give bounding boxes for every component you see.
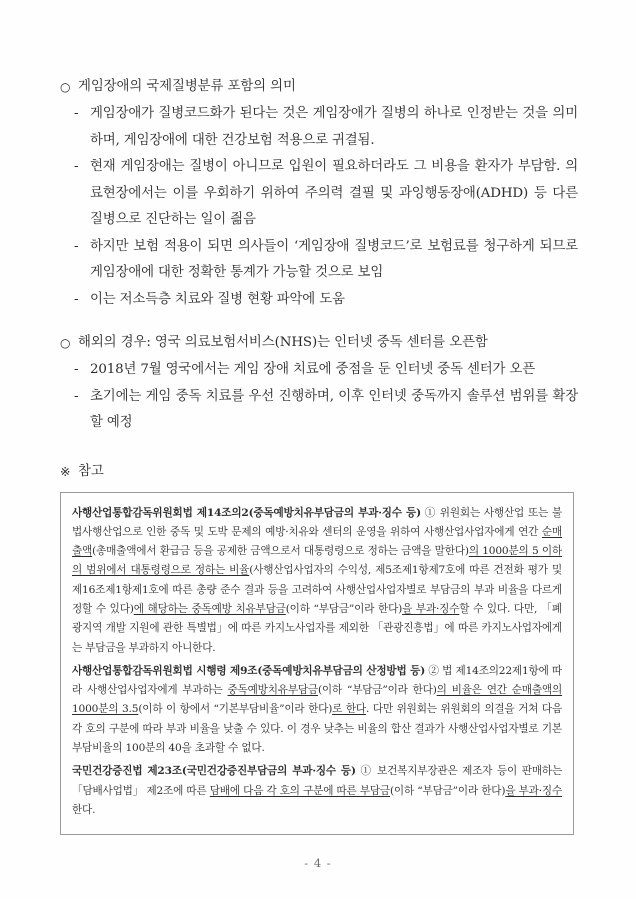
legal-text: (이하 “부담금”이라 한다) [389, 784, 506, 797]
legal-paragraph [72, 504, 562, 658]
legal-text: ① 위원회는 사행산업 또는 불법사행산업으로 인한 중독 및 도박 문제의 예방·치유와 센터의 운영을 위하여 사행산업사업자에게 연간 [72, 506, 562, 538]
section-heading-text: 해외의 경우: 영국 의료보험서비스(NHS)는 인터넷 중독 센터를 오픈함 [78, 335, 488, 350]
legal-paragraph-title: 국민건강증진법 제23조(국민건강증진부담금의 부과·징수 등) [72, 765, 356, 778]
legal-text: ② 법 제14조의22제1항에 따라 사행산업사업자에게 부과하는 [72, 664, 562, 697]
list-item [60, 234, 578, 287]
legal-text: 한다. [72, 803, 96, 816]
legal-text-underlined: 중독예방치유부담금 [227, 684, 318, 697]
list-item [60, 154, 578, 234]
list-item-text: 초기에는 게임 중독 치료를 우선 진행하며, 이후 인터넷 중독까지 솔루션 범위를 확장할 예정 [90, 388, 578, 430]
legal-text-underlined: 을 부과·징수 [402, 602, 460, 615]
document-body [60, 74, 578, 835]
legal-text: . 다만 위원회는 위원회의 의결을 거쳐 다음 각 호의 구분에 따라 부과 비율을 낮출 수 있다. 이 경우 낮추는 비율의 합산 결과가 사행산업사업자별로 기본부담비율의 100분의 40을 초과할 수 없다. [72, 703, 562, 755]
legal-text: (사행산업사업자의 수익성, 제5조제1항제7호에 따른 건전화 평가 및 제16조제1항제1호에 따른 총량 준수 결과 등을 고려하여 사행산업사업자별로 부담금의 부과 비율을 다르게 정할 수 있다) [72, 564, 562, 615]
reference-mark-icon: ※ [60, 463, 71, 479]
legal-text-underlined: 순매출액 [72, 525, 562, 558]
dash-bullet-icon: - [74, 388, 79, 404]
legal-text-underlined: 로 한다 [332, 703, 366, 716]
dash-bullet-icon: - [74, 362, 79, 377]
section-heading-text: 게임장애의 국제질병분류 포함의 의미 [78, 79, 296, 94]
legal-text-underlined: 의 비율은 연간 순매출액의 1000분의 3.5 [72, 684, 563, 716]
section-heading [60, 74, 578, 100]
circle-bullet-icon: ○ [60, 80, 71, 94]
list-item [60, 357, 578, 384]
legal-text-underlined: 에 해당하는 중독예방 치유부담금 [133, 602, 286, 615]
note-label: 참고 [78, 463, 104, 479]
legal-text: ① 보건복지부장관은 제조자 등이 판매하는 「담배사업법」 제2조에 따른 [72, 765, 562, 797]
outline-section [60, 330, 578, 437]
legal-paragraph [72, 762, 562, 820]
dash-bullet-icon: - [74, 159, 79, 174]
legal-paragraph [72, 662, 562, 758]
list-item [60, 287, 578, 314]
note-header [60, 461, 578, 483]
legal-text-underlined: 을 부과·징수 [505, 784, 562, 797]
list-item-text: 현재 게임장애는 질병이 아니므로 입원이 필요하더라도 그 비용을 환자가 부담함. 의료현장에서는 이를 우회하기 위하여 주의력 결필 및 과잉행동장애(ADHD) 등 다른 질병으로 진단하는 일이 즮음 [90, 159, 578, 227]
legal-text: (이하 이 항에서 “기본부담비율”이라 한다) [138, 703, 333, 716]
dash-bullet-icon: - [74, 106, 79, 121]
legal-text: (이하 “부담금”이라 한다) [317, 684, 437, 697]
legal-text: (이하 “부담금”이라 한다) [285, 602, 403, 615]
list-item-text: 게임장애가 질병코드화가 된다는 것은 게임장애가 질병의 하나로 인정받는 것을 의미하며, 게임장애에 대한 건강보험 적용으로 귀결됨. [90, 106, 578, 148]
legal-text: (총매출액에서 환급금 등을 공제한 금액으로서 대통령령으로 정하는 금액을 말한다) [92, 545, 469, 558]
list-item-text: 이는 저소득층 치료와 질병 현황 파악에 도움 [90, 291, 345, 307]
outline-section [60, 74, 578, 313]
section-heading [60, 330, 578, 356]
legal-text-underlined: 의 1000분의 5 이하의 범위에서 대통령령으로 정하는 비율 [72, 545, 562, 577]
legal-text-underlined: 담배에 다음 각 호의 구분에 따른 부담금 [209, 784, 390, 797]
legal-paragraph-title: 사행산업통합감독위원회법 제14조의2(중독예방치유부담금의 부과·징수 등) [72, 506, 421, 519]
list-item-text: 하지만 보험 적용이 되면 의사들이 ‘게임장애 질병코드’로 보험료를 청구하게 되므로 게임장애에 대한 정확한 통계가 가능할 것으로 보임 [90, 238, 578, 280]
list-item [60, 101, 578, 154]
list-item-text: 2018년 7월 영국에서는 게임 장애 치료에 중점을 둔 인터넷 중독 센터가 오픈 [90, 362, 536, 377]
reference-box [60, 492, 574, 836]
circle-bullet-icon: ○ [60, 336, 71, 350]
legal-paragraph-title: 사행산업통합감독위원회법 시행령 제9조(중독예방치유부담금의 산정방법 등) [72, 664, 426, 677]
dash-bullet-icon: - [74, 291, 79, 307]
list-item [60, 384, 578, 437]
page-number: - 4 - [304, 856, 332, 870]
dash-bullet-icon: - [74, 238, 79, 254]
legal-text: 할 수 있다. 다만, 「폐광지역 개발 지원에 관한 특별법」에 따른 카지노사업자를 제외한 「관광진흥법」에 따른 카지노사업자에게는 부담금을 부과하지 아니한다. [72, 602, 562, 654]
